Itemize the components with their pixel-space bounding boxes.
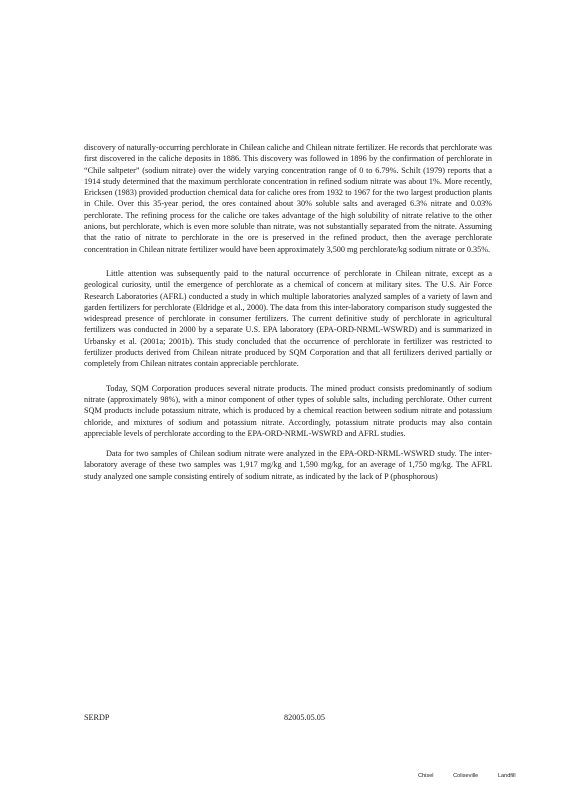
footer-org: SERDP [84, 713, 110, 722]
paragraph-spacer [84, 439, 492, 448]
paragraph-1: discovery of naturally-occurring perchlorate in Chilean caliche and Chilean nitrate fertilizer. He records that perchlorate was first discovered in the caliche deposits in 1886. This discovery was followed in 1896 by the confirmation of perchlorate in “Chile saltpeter” (sodium nitrate) over the widely varying concentration range of 0 to 6.79%. Schilt (1979) reports that a 1914 study determined that the maximum perchlorate concentration in refined sodium nitrate was about 1%. More recently, Ericksen (1983) provided production chemical data for caliche ores from 1932 to 1967 for the two largest production plants in Chile. Over this 35-year period, the ores contained about 30% soluble salts and averaged 6.3% nitrate and 0.03% perchlorate. The refining process for the caliche ore takes advantage of the high solubility of nitrate relative to the other anions, but perchlorate, which is even more soluble than nitrate, was not substantially separated from the nitrate. Assuming that the ratio of nitrate to perchlorate in the ore is preserved in the refined product, then the average perchlorate concentration in Chilean nitrate fertilizer would have been approximately 3,500 mg perchlorate/kg sodium nitrate or 0.35%. [84, 143, 492, 254]
tag-landfill: Landfill [497, 773, 516, 779]
paragraph-3: Today, SQM Corporation produces several nitrate products. The mined product consists predominantly of sodium nitrate (approximately 98%), with a minor component of other types of soluble salts, including perchlorate. Other current SQM products include potassium nitrate, which is produced by a chemical reaction between sodium nitrate and potassium chloride, and mixtures of sodium and potassium nitrate. Accordingly, potassium nitrate products may also contain appreciable levels of perchlorate according to the EPA-ORD-NRML-WSWRD and AFRL studies. [84, 383, 492, 438]
paragraph-spacer [84, 370, 492, 383]
footer-tags [418, 773, 516, 779]
tag-chisel: Chisel [418, 773, 434, 779]
paragraph-spacer [84, 255, 492, 268]
paragraph-2: Little attention was subsequently paid to the natural occurrence of perchlorate in Chilean nitrate, except as a geological curiosity, until the emergence of perchlorate as a chemical of concern at military sites. The U.S. Air Force Research Laboratories (AFRL) conducted a study in which multiple laboratories analyzed samples of a variety of lawn and garden fertilizers for perchlorate (Eldridge et al., 2000). The data from this inter-laboratory comparison study suggested the widespread presence of perchlorate in consumer fertilizers. The current definitive study of perchlorate in agricultural fertilizers was conducted in 2000 by a separate U.S. EPA laboratory (EPA-ORD-NRML-WSWRD) and is summarized in Urbansky et al. (2001a; 2001b). This study concluded that the occurrence of perchlorate in fertilizer was restricted to fertilizer products derived from Chilean nitrate produced by SQM Corporation and that all fertilizers derived partially or completely from Chilean nitrates contain appreciable perchlorate. [84, 268, 492, 369]
document-body [84, 142, 492, 482]
paragraph-4: Data for two samples of Chilean sodium nitrate were analyzed in the EPA-ORD-NRML-WSWRD study. The inter-laboratory average of these two samples was 1,917 mg/kg and 1,590 mg/kg, for an average of 1,750 mg/kg. The AFRL study analyzed one sample consisting entirely of sodium nitrate, as indicated by the lack of P (phosphorous) [84, 449, 492, 481]
footer-date: 82005.05.05 [284, 713, 325, 722]
tag-coliseville: Coliseville [453, 773, 479, 779]
